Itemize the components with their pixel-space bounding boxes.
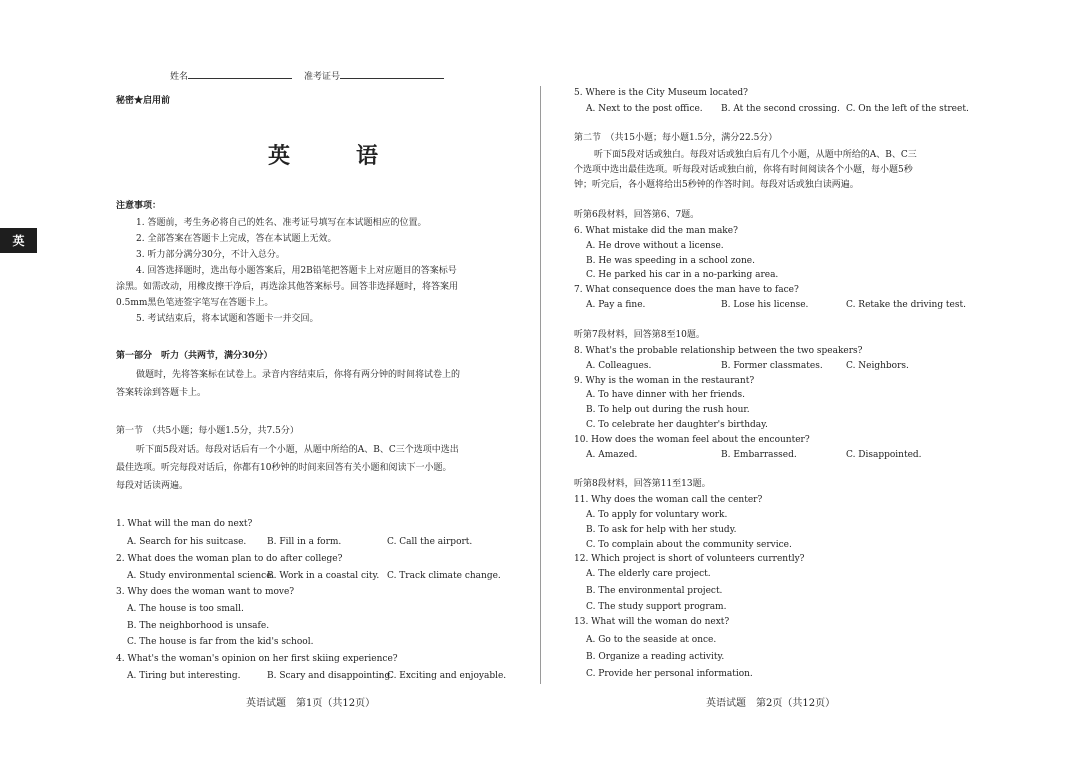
material-7-heading: 听第7段材料，回答第8至10题。 [574, 330, 705, 340]
question-9: 9. Why is the woman in the restaurant? [574, 376, 755, 386]
question-11: 11. Why does the woman call the center? [574, 495, 763, 505]
q11-option-c: C. To complain about the community service. [586, 540, 792, 550]
notice-item-5: 5. 考试结束后，将本试题和答题卡一并交回。 [136, 314, 319, 324]
q8-option-c: C. Neighbors. [846, 361, 909, 371]
q13-option-a: A. Go to the seaside at once. [586, 635, 717, 645]
q1-option-a: A. Search for his suitcase. [127, 537, 247, 547]
name-field [170, 68, 292, 83]
q11-option-b: B. To ask for help with her study. [586, 525, 737, 535]
exam-title: 英 语 [268, 143, 401, 169]
q4-option-c: C. Exciting and enjoyable. [387, 671, 507, 681]
notice-item-1: 1. 答题前，考生务必将自己的姓名、准考证号填写在本试题相应的位置。 [136, 218, 427, 228]
q7-option-a: A. Pay a fine. [586, 300, 646, 310]
notice-item-4: 4. 回答选择题时，选出每小题答案后，用2B铅笔把答题卡上对应题目的答案标号 [136, 266, 457, 276]
q11-option-a: A. To apply for voluntary work. [586, 510, 728, 520]
q12-option-c: C. The study support program. [586, 602, 727, 612]
notice-item-4-cont: 涂黑。如需改动，用橡皮擦干净后，再选涂其他答案标号。回答非选择题时，将答案用 [116, 282, 459, 292]
q4-option-a: A. Tiring but interesting. [127, 671, 241, 681]
notice-item-2: 2. 全部答案在答题卡上完成，答在本试题上无效。 [136, 234, 337, 244]
q3-option-c: C. The house is far from the kid's school. [127, 637, 314, 647]
notice-heading: 注意事项： [116, 201, 162, 211]
q5-option-a: A. Next to the post office. [586, 104, 703, 114]
question-8: 8. What's the probable relationship between the two speakers? [574, 346, 863, 356]
q7-option-b: B. Lose his license. [721, 300, 809, 310]
q3-option-a: A. The house is too small. [127, 604, 244, 614]
part1-heading: 第一部分 听力（共两节，满分30分） [116, 351, 273, 361]
q2-option-a: A. Study environmental science. [127, 571, 275, 581]
q13-option-b: B. Organize a reading activity. [586, 652, 725, 662]
q1-option-b: B. Fill in a form. [267, 537, 342, 547]
q4-option-b: B. Scary and disappointing. [267, 671, 394, 681]
ticket-field [304, 68, 444, 83]
part1-intro-2: 答案转涂到答题卡上。 [116, 388, 207, 398]
q9-option-a: A. To have dinner with her friends. [586, 390, 745, 400]
material-6-heading: 听第6段材料，回答第6、7题。 [574, 210, 700, 220]
question-1: 1. What will the man do next? [116, 519, 253, 529]
q2-option-b: B. Work in a coastal city. [267, 571, 380, 581]
part1-intro-1: 做题时，先将答案标在试卷上。录音内容结束后，你将有两分钟的时间将试卷上的 [136, 370, 461, 380]
ticket-blank-line [340, 68, 444, 79]
notice-item-3: 3. 听力部分满分30分，不计入总分。 [136, 250, 285, 260]
question-3: 3. Why does the woman want to move? [116, 587, 295, 597]
q3-option-b: B. The neighborhood is unsafe. [127, 621, 270, 631]
section1-intro-1: 听下面5段对话。每段对话后有一个小题，从题中所给的A、B、C三个选项中选出 [136, 445, 459, 455]
q5-option-b: B. At the second crossing. [721, 104, 840, 114]
q10-option-c: C. Disappointed. [846, 450, 922, 460]
q10-option-b: B. Embarrassed. [721, 450, 797, 460]
section2-intro-1: 听下面5段对话或独白。每段对话或独白后有几个小题，从题中所给的A、B、C三 [594, 150, 917, 160]
notice-item-4-cont2: 0.5mm黑色笔迹签字笔写在答题卡上。 [116, 298, 274, 308]
q5-option-c: C. On the left of the street. [846, 104, 969, 114]
question-12: 12. Which project is short of volunteers currently? [574, 554, 805, 564]
q10-option-a: A. Amazed. [586, 450, 638, 460]
confidential-mark: 秘密★启用前 [116, 96, 171, 106]
material-8-heading: 听第8段材料，回答第11至13题。 [574, 479, 711, 489]
q9-option-b: B. To help out during the rush hour. [586, 405, 750, 415]
section1-intro-3: 每段对话读两遍。 [116, 481, 189, 491]
page-divider [540, 86, 541, 684]
q8-option-b: B. Former classmates. [721, 361, 823, 371]
subject-side-tab-label: 英 [12, 234, 25, 248]
q12-option-b: B. The environmental project. [586, 586, 723, 596]
footer-right: 英语试题 第2页（共12页） [706, 698, 836, 709]
q9-option-c: C. To celebrate her daughter's birthday. [586, 420, 768, 430]
q2-option-c: C. Track climate change. [387, 571, 501, 581]
q12-option-a: A. The elderly care project. [586, 569, 711, 579]
question-7: 7. What consequence does the man have to face? [574, 285, 799, 295]
q1-option-c: C. Call the airport. [387, 537, 473, 547]
name-blank-line [188, 68, 292, 79]
question-5: 5. Where is the City Museum located? [574, 88, 748, 98]
question-6: 6. What mistake did the man make? [574, 226, 738, 236]
section2-intro-2: 个选项中选出最佳选项。听每段对话或独白前，你将有时间阅读各个小题，每小题5秒 [574, 165, 913, 175]
q6-option-c: C. He parked his car in a no-parking area. [586, 270, 779, 280]
question-13: 13. What will the woman do next? [574, 617, 730, 627]
q6-option-b: B. He was speeding in a school zone. [586, 256, 755, 266]
question-10: 10. How does the woman feel about the encounter? [574, 435, 810, 445]
q8-option-a: A. Colleagues. [586, 361, 652, 371]
ticket-label: 准考证号 [304, 72, 341, 82]
question-2: 2. What does the woman plan to do after college? [116, 554, 343, 564]
name-label: 姓名 [170, 72, 189, 82]
q13-option-c: C. Provide her personal information. [586, 669, 753, 679]
section1-intro-2: 最佳选项。听完每段对话后，你都有10秒钟的时间来回答有关小题和阅读下一小题。 [116, 463, 452, 473]
question-4: 4. What's the woman's opinion on her first skiing experience? [116, 654, 398, 664]
q7-option-c: C. Retake the driving test. [846, 300, 966, 310]
q6-option-a: A. He drove without a license. [586, 241, 724, 251]
subject-side-tab [0, 228, 37, 253]
section2-intro-3: 钟；听完后，各小题将给出5秒钟的作答时间。每段对话或独白读两遍。 [574, 180, 859, 190]
section2-heading: 第二节 （共15小题；每小题1.5分，满分22.5分） [574, 133, 778, 143]
footer-left: 英语试题 第1页（共12页） [246, 698, 376, 709]
section1-heading: 第一节 （共5小题；每小题1.5分，共7.5分） [116, 426, 299, 436]
